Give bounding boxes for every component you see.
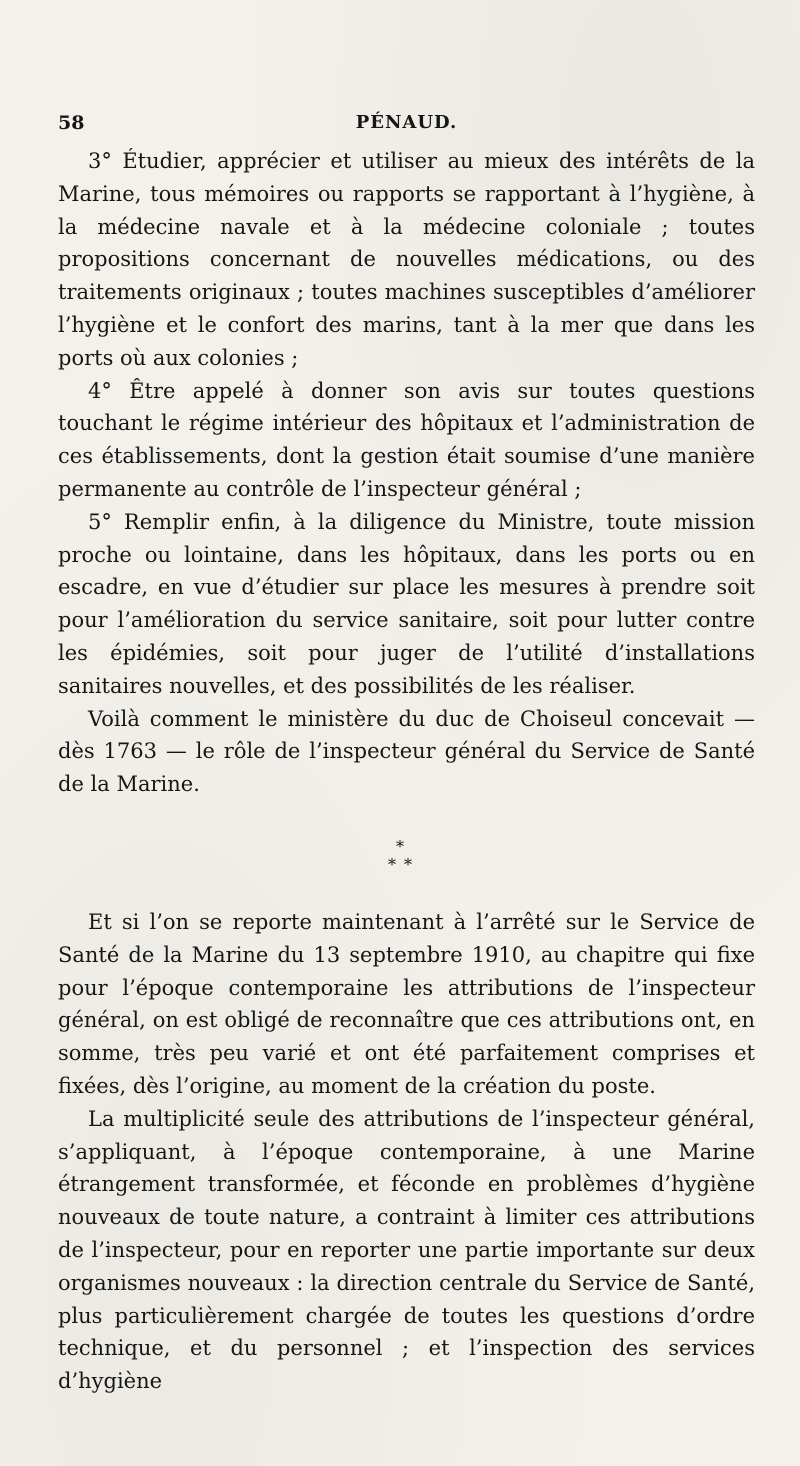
- paragraph-item-5: 5° Remplir enfin, à la diligence du Ministre, toute mission proche ou lointaine, dans les hôpitaux, dans les ports ou en escadre, en vue d’étudier sur place les mesures à prendre soit pour l’amélioration du service sanitaire, soit pour lutter contre les épidémies, soit pour juger de l’utilité d’installations sanitaires nouvelles, et des possibilités de les réaliser.: [58, 509, 755, 698]
- asterism-top: *: [396, 837, 404, 856]
- page-number: 58: [58, 112, 85, 134]
- section-separator: [0, 838, 800, 888]
- text-block-top: [58, 145, 755, 801]
- paragraph-multiplicite: La multiplicité seule des attributions de l’inspecteur général, s’appliquant, à l’époque contemporaine, à une Marine étrangement transformée, et féconde en problèmes d’hygiène nouveaux de toute nature, a contraint à limiter ces attributions de l’inspecteur, pour en reporter une partie importante sur deux organismes nouveaux : la direction centrale du Service de Santé, plus particulièrement chargée de toutes les questions d’ordre technique, et du personnel ; et l’inspection des services d’hygiène: [58, 1106, 755, 1394]
- text-block-bottom: [58, 906, 755, 1398]
- running-title: PÉNAUD.: [355, 112, 458, 133]
- paragraph-arrete: Et si l’on se reporte maintenant à l’arrêté sur le Service de Santé de la Marine du 13 septembre 1910, au chapitre qui fixe pour l’époque contemporaine les attributions de l’inspecteur général, on est obligé de reconnaître que ces attributions ont, en somme, très peu varié et ont été parfaitement comprises et fixées, dès l’origine, au moment de la création du poste.: [58, 910, 755, 1098]
- paragraph-item-4: 4° Être appelé à donner son avis sur toutes questions touchant le régime intérieur des hôpitaux et l’administration de ces établissements, dont la gestion était soumise d’une manière permanente au contrôle de l’inspecteur général ;: [58, 378, 755, 501]
- paragraph-conclusion: Voilà comment le ministère du duc de Choiseul concevait — dès 1763 — le rôle de l’inspecteur général du Service de Santé de la Marine.: [58, 706, 755, 797]
- asterism-bottom: **: [388, 855, 420, 874]
- paragraph-item-3: 3° Étudier, apprécier et utiliser au mieux des intérêts de la Marine, tous mémoires ou rapports se rapportant à l’hygiène, à la médecine navale et à la médecine coloniale ; toutes propositions concernant de nouvelles médications, ou des traitements originaux ; toutes machines susceptibles d’améliorer l’hygiène et le confort des marins, tant à la mer que dans les ports où aux colonies ;: [58, 149, 755, 370]
- page-header: [58, 112, 755, 140]
